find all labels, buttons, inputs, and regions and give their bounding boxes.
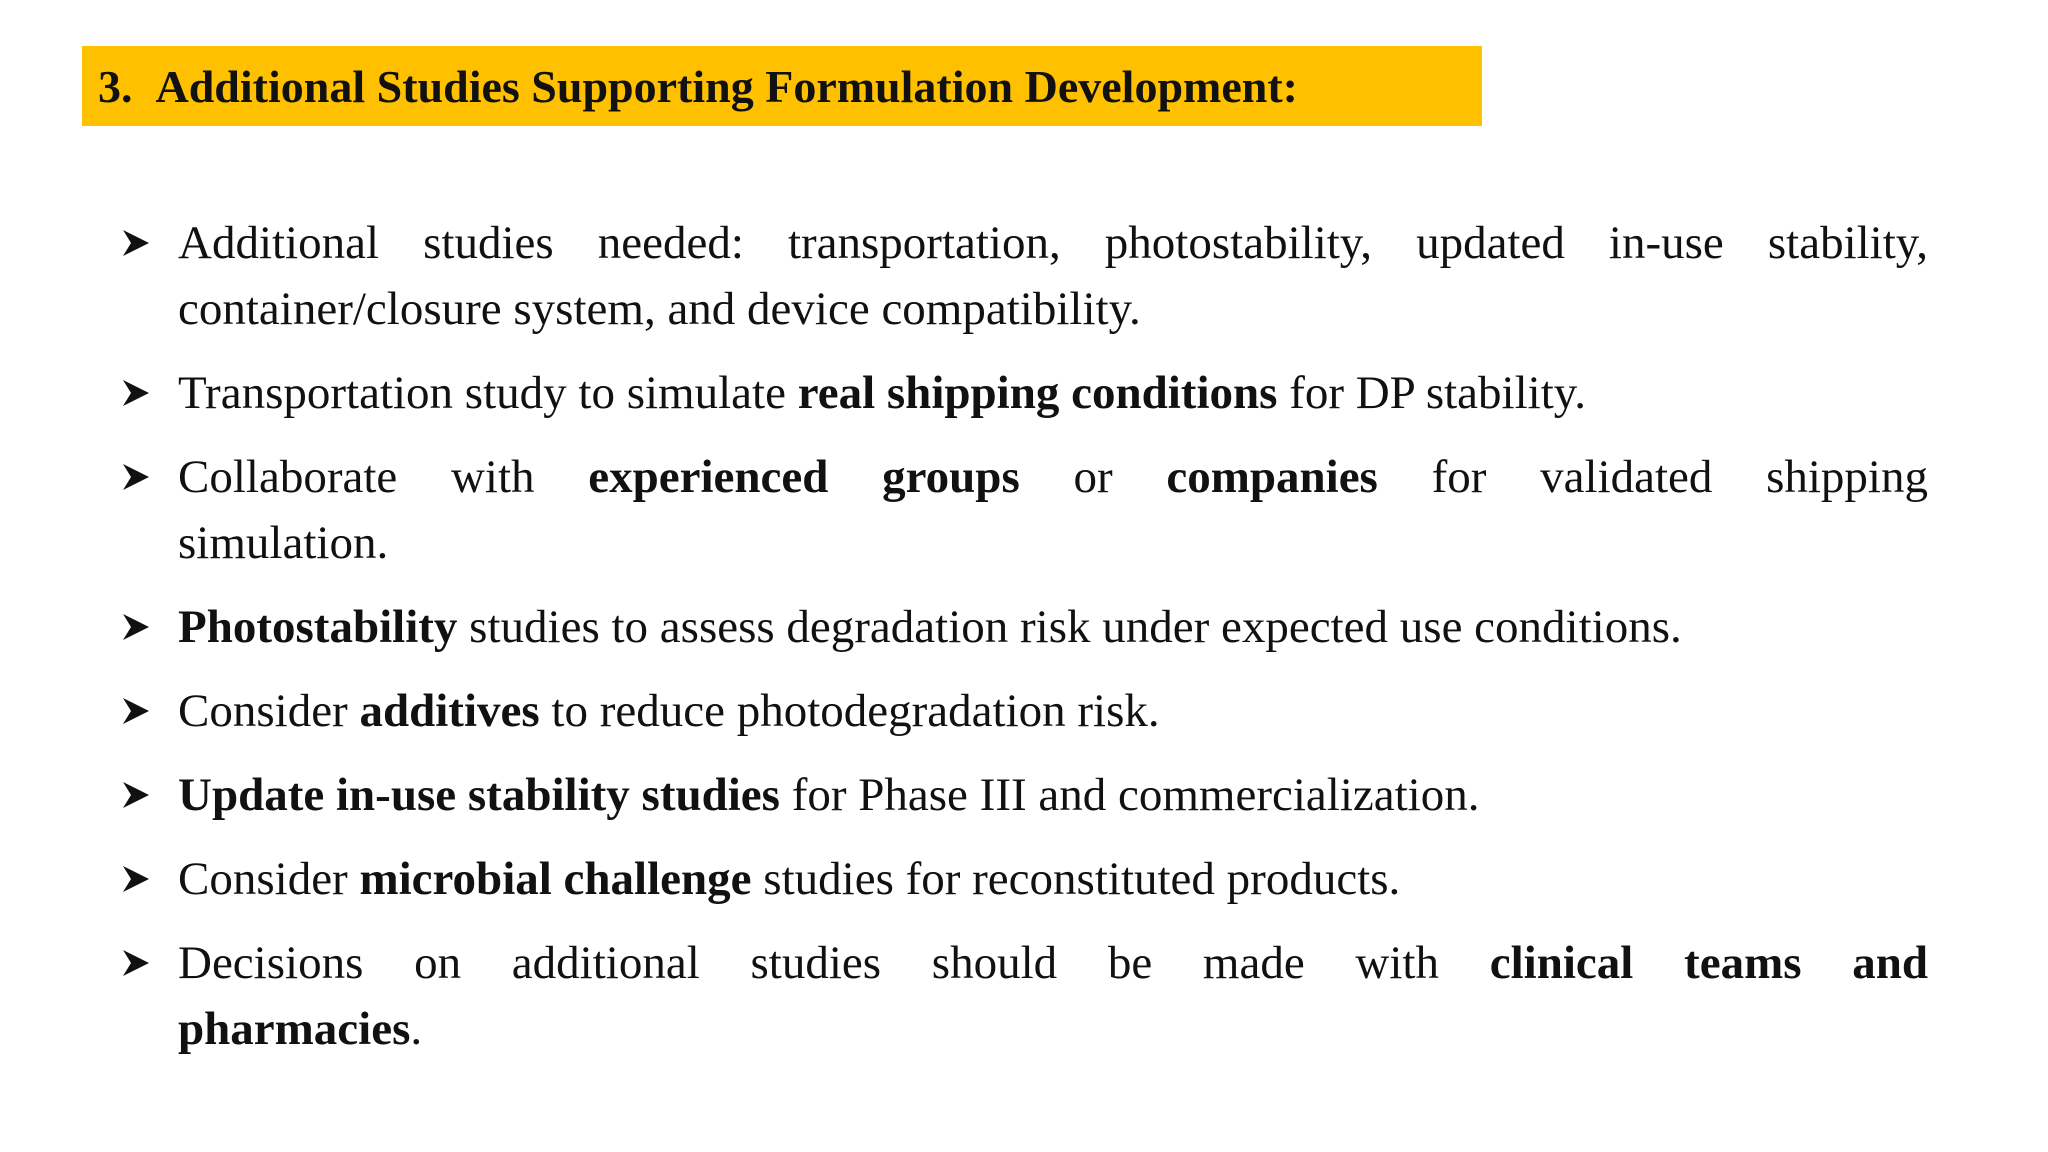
bullet-emphasis: pharmacies [178, 1003, 411, 1055]
bullet-emphasis: companies [1166, 451, 1378, 503]
bullet-item [120, 360, 1928, 426]
bullet-text: Consider [178, 685, 360, 737]
bullet-emphasis: Photostability [178, 601, 458, 653]
bullet-text: to reduce photodegradation risk. [539, 685, 1160, 737]
bullet-emphasis: real shipping conditions [797, 367, 1278, 419]
bullet-item [120, 444, 1928, 576]
bullet-text: Transportation study to simulate [178, 367, 798, 419]
bullet-item [120, 210, 1928, 342]
section-heading [98, 60, 1298, 113]
bullet-item [120, 846, 1928, 912]
bullet-text: Decisions on additional studies should be made with [178, 937, 1490, 989]
bullet-emphasis: experienced groups [588, 451, 1020, 503]
arrowhead-bullet-icon [120, 210, 160, 276]
bullet-emphasis: microbial challenge [359, 853, 752, 905]
bullet-emphasis: clinical teams and [1489, 937, 1929, 989]
bullet-item [120, 678, 1928, 744]
arrowhead-bullet-icon [120, 594, 160, 660]
bullet-list [120, 210, 1928, 1080]
section-number: 3. [98, 60, 133, 112]
bullet-text: for validated shipping [1377, 451, 1928, 503]
arrowhead-bullet-icon [120, 930, 160, 996]
bullet-text: studies to assess degradation risk under expected use conditions. [457, 601, 1682, 653]
bullet-item [120, 762, 1928, 828]
bullet-text: or [1019, 451, 1167, 503]
bullet-text: Consider [178, 853, 360, 905]
section-heading-bar [82, 46, 1482, 126]
bullet-text-line: simulation. [178, 517, 389, 569]
bullet-text: for Phase III and commercialization. [779, 769, 1480, 821]
arrowhead-bullet-icon [120, 846, 160, 912]
bullet-emphasis: Update in-use stability studies [178, 769, 780, 821]
arrowhead-bullet-icon [120, 360, 160, 426]
section-title: Additional Studies Supporting Formulation Development: [155, 60, 1298, 112]
bullet-text: Collaborate with [178, 451, 589, 503]
bullet-text-line: Additional studies needed: transportation, photostability, updated in-use stability, [178, 217, 1928, 269]
bullet-text-line [178, 444, 1928, 510]
arrowhead-bullet-icon [120, 444, 160, 510]
bullet-item [120, 930, 1928, 1062]
bullet-text: for DP stability. [1277, 367, 1586, 419]
bullet-text-line [178, 930, 1928, 996]
bullet-emphasis: additives [359, 685, 540, 737]
bullet-text-line: container/closure system, and device compatibility. [178, 283, 1141, 335]
arrowhead-bullet-icon [120, 678, 160, 744]
bullet-item [120, 594, 1928, 660]
bullet-text: studies for reconstituted products. [751, 853, 1401, 905]
arrowhead-bullet-icon [120, 762, 160, 828]
bullet-text: . [410, 1003, 423, 1055]
